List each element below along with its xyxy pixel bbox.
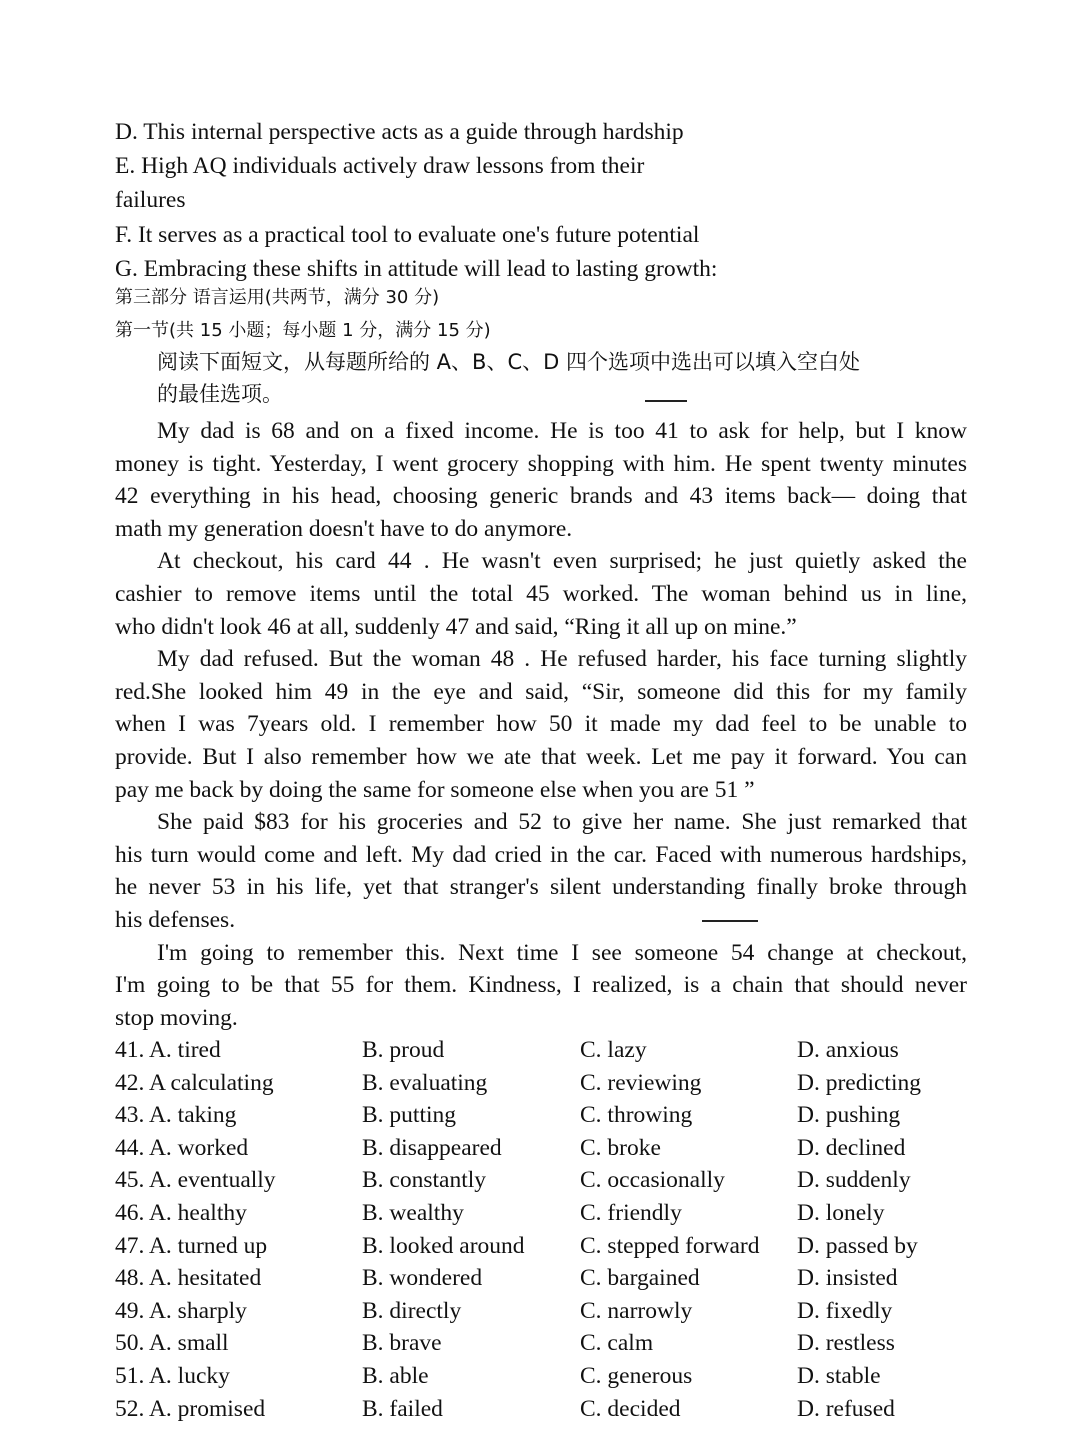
option-e-cont: failures: [115, 187, 186, 213]
question-row: [115, 1100, 975, 1133]
answer-option: 49. A. sharply: [115, 1297, 247, 1324]
answer-option: C. decided: [580, 1395, 681, 1422]
answer-option: D. lonely: [797, 1199, 885, 1226]
passage-line: who didn't look 46 at all, suddenly 47 and said, “Ring it all up on mine.”: [115, 613, 797, 640]
question-options: [115, 1035, 975, 1426]
passage-line: red.She looked him 49 in the eye and said, “Sir, someone did this for my family: [115, 678, 967, 705]
answer-option: C. bargained: [580, 1265, 700, 1292]
passage-line: when I was 7years old. I remember how 50 it made my dad feel to be unable to: [115, 711, 967, 738]
question-row: [115, 1394, 975, 1427]
passage-line: My dad refused. But the woman 48 . He refused harder, his face turning slightly: [157, 646, 967, 673]
subsection-heading: 第一节(共 15 小题；每小题 1 分，满分 15 分): [115, 320, 491, 341]
answer-option: D. predicting: [797, 1069, 921, 1096]
answer-option: D. suddenly: [797, 1167, 911, 1194]
answer-option: B. failed: [362, 1395, 443, 1422]
answer-option: B. putting: [362, 1102, 457, 1129]
paragraph: [115, 545, 967, 643]
answer-option: 52. A. promised: [115, 1395, 266, 1422]
answer-option: B. proud: [362, 1037, 445, 1063]
answer-option: B. wondered: [362, 1265, 483, 1292]
answer-option: C. stepped forward: [580, 1232, 760, 1259]
question-row: [115, 1068, 975, 1101]
answer-option: B. brave: [362, 1330, 442, 1357]
blank-line: [645, 400, 687, 402]
passage-line: he never 53 in his life, yet that stranger's silent understanding finally broke through: [115, 874, 967, 901]
passage-line: I'm going to be that 55 for them. Kindness, I realized, is a chain that should never: [115, 972, 967, 999]
option-f: F. It serves as a practical tool to evaluate one's future potential: [115, 222, 700, 248]
answer-option: C. lazy: [580, 1037, 647, 1063]
answer-option: B. able: [362, 1362, 429, 1389]
answer-option: 48. A. hesitated: [115, 1265, 262, 1292]
question-row: [115, 1035, 975, 1068]
paragraph: [115, 415, 967, 545]
answer-option: B. directly: [362, 1297, 462, 1324]
passage-line: his turn would come and left. My dad cried in the car. Faced with numerous hardships,: [115, 841, 967, 868]
option-g: G. Embracing these shifts in attitude will lead to lasting growth:: [115, 256, 718, 282]
answer-option: B. constantly: [362, 1167, 487, 1194]
answer-option: C. calm: [580, 1330, 654, 1357]
answer-option: 41. A. tired: [115, 1037, 221, 1063]
answer-option: D. stable: [797, 1362, 881, 1389]
answer-option: D. anxious: [797, 1037, 899, 1063]
passage-line: math my generation doesn't have to do anymore.: [115, 515, 573, 542]
answer-option: 46. A. healthy: [115, 1199, 247, 1226]
passage-line: She paid $83 for his groceries and 52 to give her name. She just remarked that: [157, 809, 967, 836]
answer-option: B. looked around: [362, 1232, 525, 1259]
passage-line: pay me back by doing the same for someone else when you are 51 ”: [115, 776, 755, 803]
answer-option: C. friendly: [580, 1199, 682, 1226]
passage-line: 42 everything in his head, choosing generic brands and 43 items back— doing that: [115, 483, 967, 510]
question-row: [115, 1296, 975, 1329]
passage-line: I'm going to remember this. Next time I see someone 54 change at checkout,: [157, 939, 967, 966]
answer-option: D. passed by: [797, 1232, 918, 1259]
answer-option: C. narrowly: [580, 1297, 693, 1324]
answer-option: D. pushing: [797, 1102, 901, 1129]
question-row: [115, 1361, 975, 1394]
paragraph: [115, 937, 967, 1035]
answer-option: 47. A. turned up: [115, 1232, 268, 1259]
answer-option: 51. A. lucky: [115, 1362, 230, 1389]
passage-line: At checkout, his card 44 . He wasn't even surprised; he just quietly asked the: [157, 548, 967, 575]
blank-line: [702, 920, 758, 922]
answer-option: D. insisted: [797, 1265, 898, 1292]
passage-line: My dad is 68 and on a fixed income. He is too 41 to ask for help, but I know: [157, 418, 967, 444]
paragraph: [115, 643, 967, 806]
passage-line: provide. But I also remember how we ate that week. Let me pay it forward. You can: [115, 743, 967, 770]
answer-option: 45. A. eventually: [115, 1167, 276, 1194]
passage-line: money is tight. Yesterday, I went grocery shopping with him. He spent twenty minutes: [115, 450, 967, 477]
answer-option: C. generous: [580, 1362, 693, 1389]
answer-option: 43. A. taking: [115, 1102, 237, 1129]
option-d: D. This internal perspective acts as a guide through hardship: [115, 119, 684, 145]
answer-option: D. declined: [797, 1134, 906, 1161]
answer-option: D. fixedly: [797, 1297, 893, 1324]
answer-option: 50. A. small: [115, 1330, 229, 1357]
question-row: [115, 1328, 975, 1361]
answer-option: B. wealthy: [362, 1199, 464, 1226]
answer-option: D. refused: [797, 1395, 895, 1422]
question-row: [115, 1165, 975, 1198]
answer-option: C. reviewing: [580, 1069, 702, 1096]
answer-option: 42. A calculating: [115, 1069, 274, 1096]
option-e: E. High AQ individuals actively draw lessons from their: [115, 153, 645, 179]
cloze-passage: [115, 415, 967, 1034]
answer-option: C. occasionally: [580, 1167, 725, 1194]
passage-line: his defenses.: [115, 906, 236, 933]
instructions-line-1: 阅读下面短文，从每题所给的 A、B、C、D 四个选项中选出可以填入空白处: [157, 350, 860, 374]
answer-option: 44. A. worked: [115, 1134, 249, 1161]
question-row: [115, 1133, 975, 1166]
answer-option: B. disappeared: [362, 1134, 502, 1161]
answer-option: D. restless: [797, 1330, 895, 1357]
section-heading: 第三部分 语言运用(共两节，满分 30 分): [115, 287, 440, 308]
answer-option: B. evaluating: [362, 1069, 488, 1096]
paragraph: [115, 806, 967, 936]
passage-line: stop moving.: [115, 1004, 238, 1031]
question-row: [115, 1231, 975, 1264]
question-row: [115, 1198, 975, 1231]
answer-option: C. broke: [580, 1134, 661, 1161]
question-row: [115, 1263, 975, 1296]
instructions-line-2: 的最佳选项。: [157, 382, 283, 406]
answer-option: C. throwing: [580, 1102, 693, 1129]
passage-line: cashier to remove items until the total 45 worked. The woman behind us in line,: [115, 580, 967, 607]
